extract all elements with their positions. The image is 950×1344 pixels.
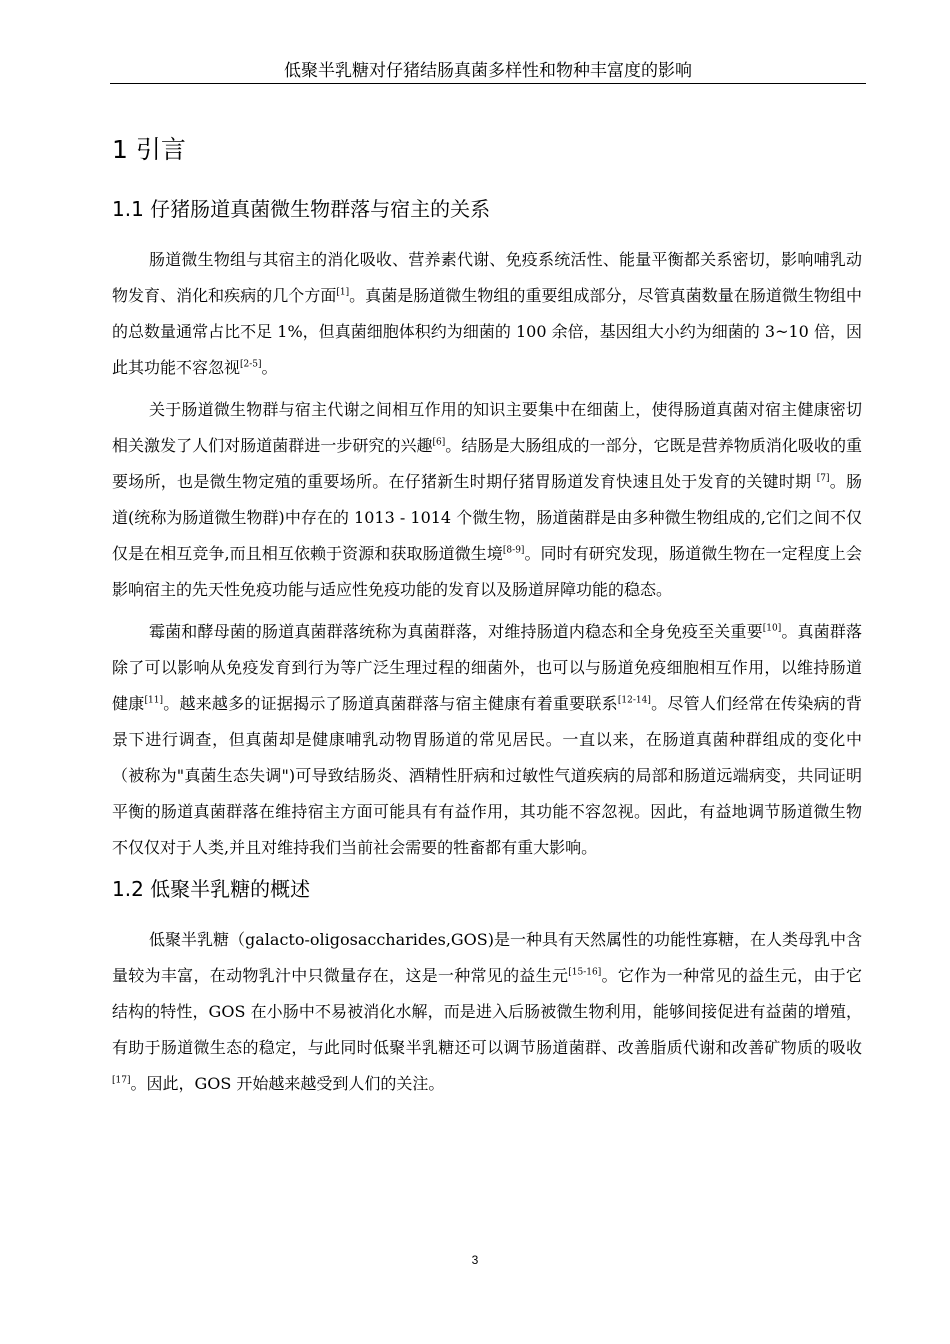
- page-number: 3: [471, 1253, 479, 1267]
- header-rule: [110, 83, 866, 84]
- citation: [1]: [336, 287, 350, 298]
- citation: [15-16]: [568, 967, 602, 978]
- section-title-1-2: 1.2 低聚半乳糖的概述: [112, 877, 311, 901]
- paragraph-text: 霉菌和酵母菌的肠道真菌群落统称为真菌群落，对维持肠道内稳态和全身免疫至关重要: [149, 622, 763, 641]
- citation: [12-14]: [617, 695, 651, 706]
- citation: [7]: [816, 473, 830, 484]
- citation: [8-9]: [502, 545, 525, 556]
- paragraph-text: 。: [261, 358, 278, 377]
- paragraph-text: 。它作为一种常见的益生元，由于它结构的特性，GOS 在小肠中不易被消化水解，而是进入后肠被微生物利用，能够间接促进有益菌的增殖，有助于肠道微生态的稳定，与此同时低聚半乳糖还可以调节肠道菌群、改善脂质代谢和改善矿物质的吸收: [112, 966, 862, 1057]
- paragraph-text: 肠道微生物组与其宿主的消化吸收、营养素代谢、免疫系统活性、能量平衡都关系密切，影响哺乳动物发育、消化和疾病的几个方面: [112, 250, 862, 305]
- citation: [11]: [144, 695, 163, 706]
- section-title-1-1: 1.1 仔猪肠道真菌微生物群落与宿主的关系: [112, 197, 491, 221]
- paragraph: [112, 392, 862, 608]
- paragraph: [112, 922, 862, 1102]
- paragraph: [112, 242, 862, 386]
- paragraph-text: 。越来越多的证据揭示了肠道真菌群落与宿主健康有着重要联系: [162, 694, 618, 713]
- paragraph-text: 。结肠是大肠组成的一部分，它既是营养物质消化吸收的重要场所，也是微生物定殖的重要场所。在仔猪新生时期仔猪胃肠道发育快速且处于发育的关键时期: [112, 436, 862, 491]
- citation: [10]: [762, 623, 782, 634]
- paragraph-text: 关于肠道微生物群与宿主代谢之间相互作用的知识主要集中在细菌上，使得肠道真菌对宿主健康密切相关激发了人们对肠道菌群进一步研究的兴趣: [112, 400, 862, 455]
- paragraph-text: 。真菌是肠道微生物组的重要组成部分，尽管真菌数量在肠道微生物组中的总数量通常占比不足 1%，但真菌细胞体积约为细菌的 100 余倍，基因组大小约为细菌的 3~10 倍，因此其功能不容忽视: [112, 286, 862, 377]
- citation: [6]: [432, 437, 446, 448]
- paragraph-text: 低聚半乳糖（galacto-oligosaccharides,GOS)是一种具有天然属性的功能性寡糖，在人类母乳中含量较为丰富，在动物乳汁中只微量存在，这是一种常见的益生元: [112, 930, 863, 985]
- running-header: 低聚半乳糖对仔猪结肠真菌多样性和物种丰富度的影响: [284, 61, 692, 81]
- citation: [17]: [112, 1075, 131, 1086]
- citation: [2-5]: [240, 359, 262, 370]
- paragraph-text: 。真菌群落除了可以影响从免疫发育到行为等广泛生理过程的细菌外，也可以与肠道免疫细胞相互作用，以维持肠道健康: [112, 622, 862, 713]
- body-content: [112, 130, 862, 1108]
- paragraph-text: 。尽管人们经常在传染病的背景下进行调查，但真菌却是健康哺乳动物胃肠道的常见居民。一直以来，在肠道真菌种群组成的变化中（被称为"真菌生态失调")可导致结肠炎、酒精性肝病和过敏性气道疾病的局部和肠道远端病变，共同证明平衡的肠道真菌群落在维持宿主方面可能具有有益作用，其功能不容忽视。因此，有益地调节肠道微生物不仅仅对于人类,并且对维持我们当前社会需要的牲畜都有重大影响。: [112, 694, 862, 857]
- paragraph: [112, 614, 862, 866]
- paragraph-text: 。同时有研究发现，肠道微生物在一定程度上会影响宿主的先天性免疫功能与适应性免疫功能的发育以及肠道屏障功能的稳态。: [112, 544, 862, 599]
- paragraph-text: 。因此，GOS 开始越来越受到人们的关注。: [130, 1074, 445, 1093]
- paragraph-text: 。肠道(统称为肠道微生物群)中存在的 1013 - 1014 个微生物，肠道菌群是由多种微生物组成的,它们之间不仅仅是在相互竞争,而且相互依赖于资源和获取肠道微生境: [112, 472, 862, 563]
- chapter-title: 1 引言: [112, 135, 186, 164]
